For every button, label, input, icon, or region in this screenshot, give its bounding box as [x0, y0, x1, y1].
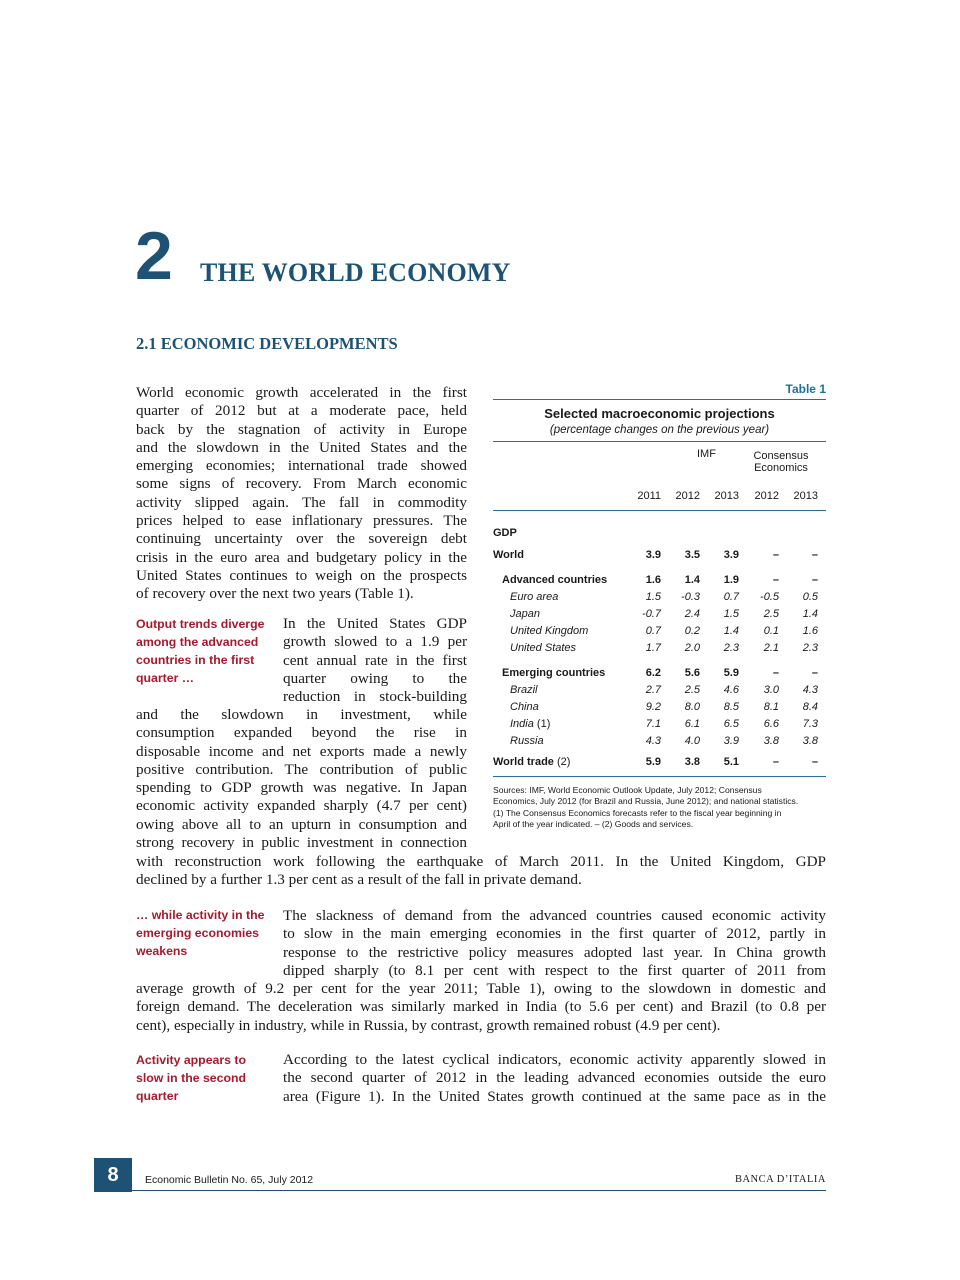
cell: 7.1: [645, 718, 661, 730]
text-line: cent), especially in industry, while in Russia, by contrast, growth remained robust (4.9 per cent).: [136, 1016, 721, 1034]
text-line: In the United States GDP: [283, 615, 467, 632]
paragraph-1: [136, 384, 467, 604]
cell: 0.1: [763, 625, 779, 637]
text-line: According to the latest cyclical indicators, economic activity apparently slowed in: [283, 1051, 826, 1068]
cell: –: [772, 574, 779, 586]
text-line: owing above all to an upturn in consumption and: [136, 815, 467, 833]
cell: 1.5: [645, 591, 661, 603]
margin-note-line: Activity appears to: [136, 1053, 247, 1067]
margin-note-line: emerging economies: [136, 926, 260, 940]
cell: 0.5: [802, 591, 818, 603]
table-row: [493, 642, 826, 667]
cell: 1.4: [802, 608, 818, 620]
text-line: response to the restrictive policy measures adopted last year. In China growth: [283, 943, 826, 961]
row-label: Advanced countries: [502, 574, 608, 586]
text-line: reduction in stock-building: [283, 688, 467, 706]
cell: 3.5: [684, 549, 700, 561]
table-row: [493, 625, 826, 642]
row-label-note: (1): [536, 718, 551, 730]
group-imf: IMF: [697, 448, 716, 460]
text-line: United States continues to weigh on the prospects: [136, 566, 467, 584]
cell: 2.4: [684, 608, 700, 620]
cell: –: [811, 667, 818, 679]
page-number: 8: [94, 1158, 132, 1192]
row-label: Brazil: [510, 684, 538, 696]
text-line: area (Figure 1). In the United States growth continued at the same pace as in the: [283, 1087, 826, 1105]
cell: 1.6: [645, 574, 661, 586]
margin-note-line: … while activity in the: [136, 908, 265, 922]
text-line: economic activity expanded sharply (4.7 per cent): [136, 797, 467, 815]
table-row: [493, 591, 826, 608]
cell: 3.8: [763, 735, 779, 747]
cell: 6.2: [645, 667, 661, 679]
text-line: dipped sharply (to 8.1 per cent with respect to the first quarter of 2011 from: [283, 961, 826, 979]
cell: –: [772, 756, 779, 768]
row-label: Japan: [510, 608, 540, 620]
text-line: the second quarter of 2012 in the leading advanced economies outside the euro: [283, 1069, 826, 1087]
cell: 4.3: [645, 735, 661, 747]
cell: 4.3: [802, 684, 818, 696]
table-group-header: [493, 442, 826, 486]
cell: -0.3: [681, 591, 700, 603]
table-notes: [493, 785, 826, 830]
cell: 6.6: [763, 718, 779, 730]
paragraph-2-indented: [283, 615, 467, 706]
margin-note-3: [136, 1051, 246, 1105]
cell: 7.3: [802, 718, 818, 730]
cell: 3.8: [684, 756, 700, 768]
footer-publication: Economic Bulletin No. 65, July 2012: [145, 1174, 314, 1186]
cell: 8.1: [763, 701, 779, 713]
margin-note-line: countries in the first: [136, 653, 255, 667]
text-line: quarter owing to the: [283, 669, 467, 687]
table-years-rule: [493, 510, 826, 511]
table-row: [493, 718, 826, 735]
cell: 9.2: [645, 701, 661, 713]
cell: –: [772, 667, 779, 679]
table-bottom-rule: [493, 776, 826, 777]
table-section-label: [493, 527, 826, 549]
cell: 6.1: [684, 718, 700, 730]
cell: 0.7: [645, 625, 661, 637]
cell: -0.7: [642, 608, 661, 620]
text-line: average growth of 9.2 per cent for the year 2011; Table 1), owing to the slowdown in domestic and: [136, 980, 826, 997]
margin-note-line: slow in the second: [136, 1071, 247, 1085]
cell: 1.4: [723, 625, 739, 637]
cell: 0.7: [723, 591, 739, 603]
cell: 5.1: [723, 756, 739, 768]
row-label: China: [510, 701, 539, 713]
margin-note-line: Output trends diverge: [136, 617, 265, 631]
paragraph-4-indented: [283, 1051, 826, 1106]
text-line: prices helped to ease inflationary pressures. The: [136, 512, 467, 530]
table-title: Selected macroeconomic projections: [544, 406, 775, 421]
cell: 4.6: [723, 684, 739, 696]
text-line: and the slowdown in the United States and the: [136, 438, 467, 456]
text-line: strong recovery in public investment in connection: [136, 834, 467, 852]
text-line: to slow in the main emerging economies in the first quarter of 2012, partly in: [283, 925, 826, 943]
cell: 6.5: [723, 718, 739, 730]
text-line: spending to GDP growth was negative. In Japan: [136, 779, 467, 797]
row-label: [493, 756, 570, 768]
text-line: growth slowed to a 1.9 per: [283, 633, 467, 651]
row-label: Euro area: [510, 591, 559, 603]
footer-rule: [132, 1190, 826, 1191]
footer-publisher: BANCA D’ITALIA: [734, 1174, 826, 1185]
row-label: Russia: [510, 735, 544, 747]
cell: 5.9: [645, 756, 661, 768]
margin-note-2: [136, 906, 264, 960]
table-note-line: Economics, July 2012 (for Brazil and Russia, June 2012); and national statistics.: [493, 796, 799, 807]
paragraph-3-indented: [283, 907, 826, 980]
cell: 1.6: [802, 625, 818, 637]
cell: 1.9: [723, 574, 739, 586]
margin-note-line: weakens: [136, 944, 188, 958]
row-label-note: (2): [556, 756, 571, 768]
text-line: quarter of 2012 but at a moderate pace, held: [136, 402, 467, 420]
chapter-title: THE WORLD ECONOMY: [200, 258, 511, 287]
cell: 3.9: [723, 735, 739, 747]
cell: 5.9: [723, 667, 739, 679]
margin-note-line: quarter …: [136, 671, 195, 685]
text-line: with reconstruction work following the earthquake of March 2011. In the United Kingdom, GDP: [136, 853, 826, 870]
text-line: some signs of recovery. From March economic: [136, 475, 467, 493]
year-header: 2011: [637, 490, 661, 502]
group-consensus-line: Economics: [754, 462, 808, 474]
text-line: consumption expanded beyond the rise in: [136, 724, 467, 742]
cell: 1.7: [645, 642, 661, 654]
row-label: United States: [510, 642, 577, 654]
row-label: Emerging countries: [502, 667, 606, 679]
cell: 2.0: [684, 642, 700, 654]
row-label-text: India: [510, 718, 534, 730]
paragraph-2-narrow: [136, 706, 467, 852]
cell: –: [811, 574, 818, 586]
cell: 1.4: [684, 574, 700, 586]
text-line: declined by a further 1.3 per cent as a result of the fall in private demand.: [136, 871, 582, 889]
paragraph-2-full: [136, 853, 826, 890]
text-line: continuing uncertainty over the sovereign debt: [136, 530, 467, 548]
cell: 8.0: [684, 701, 700, 713]
cell: 4.0: [684, 735, 700, 747]
row-label: [510, 718, 550, 730]
text-line: emerging economies; international trade showed: [136, 457, 467, 475]
margin-note-1: [136, 615, 264, 687]
margin-note-line: among the advanced: [136, 635, 259, 649]
cell: –: [811, 756, 818, 768]
text-line: crisis in the euro area and budgetary policy in the: [136, 548, 467, 566]
table-years-row: [493, 486, 826, 508]
year-header: 2013: [793, 490, 818, 502]
text-line: of recovery over the next two years (Table 1).: [136, 585, 414, 603]
text-line: and the slowdown in investment, while: [136, 706, 467, 723]
cell: 8.4: [802, 701, 818, 713]
text-line: positive contribution. The contribution of public: [136, 760, 467, 778]
chapter-number: 2: [135, 218, 173, 294]
table-note-line: April of the year indicated. – (2) Goods and services.: [493, 818, 694, 829]
cell: 2.3: [723, 642, 739, 654]
cell: 3.8: [802, 735, 818, 747]
table-note-line: (1) The Consensus Economics forecasts refer to the fiscal year beginning in: [493, 807, 782, 818]
text-line: foreign demand. The deceleration was similarly marked in India (to 5.6 per cent) and Brazil (to 0.8 per: [136, 998, 826, 1016]
cell: 3.9: [723, 549, 739, 561]
year-header: 2013: [714, 490, 739, 502]
paragraph-3-full: [136, 980, 826, 1035]
table-row: [493, 701, 826, 718]
table-row: [493, 574, 826, 591]
year-header: 2012: [675, 490, 700, 502]
cell: -0.5: [760, 591, 779, 603]
cell: 1.5: [723, 608, 739, 620]
cell: 2.7: [645, 684, 661, 696]
margin-note-line: quarter: [136, 1089, 179, 1103]
text-line: back by the stagnation of activity in Europe: [136, 420, 467, 438]
table-label: Table 1: [785, 382, 826, 396]
group-consensus: [746, 450, 816, 474]
cell: –: [772, 549, 779, 561]
cell: 3.9: [645, 549, 661, 561]
section-title: 2.1 ECONOMIC DEVELOPMENTS: [136, 334, 398, 353]
table-row: [493, 756, 826, 776]
table-1: [493, 382, 826, 830]
row-label: United Kingdom: [510, 625, 589, 637]
cell: 5.6: [684, 667, 700, 679]
cell: 2.3: [802, 642, 818, 654]
cell: 3.0: [763, 684, 779, 696]
cell: 2.5: [684, 684, 700, 696]
cell: 2.1: [763, 642, 779, 654]
table-row: [493, 735, 826, 756]
year-header: 2012: [754, 490, 779, 502]
group-consensus-line: Consensus: [753, 450, 809, 462]
text-line: The slackness of demand from the advanced countries caused economic activity: [283, 907, 826, 924]
table-row: [493, 608, 826, 625]
table-note-line: Sources: IMF, World Economic Outlook Update, July 2012; Consensus: [493, 785, 762, 795]
row-label: World: [493, 549, 524, 561]
section-label-text: GDP: [493, 527, 517, 539]
table-top-rule: [493, 399, 826, 400]
cell: 0.2: [684, 625, 700, 637]
table-row: [493, 667, 826, 684]
table-row: [493, 549, 826, 574]
table-row: [493, 684, 826, 701]
table-subtitle: (percentage changes on the previous year): [549, 424, 770, 436]
text-line: disposable income and net exports made a newly: [136, 742, 467, 760]
text-line: activity slipped again. The fall in commodity: [136, 493, 467, 511]
row-label-text: World trade: [493, 756, 554, 768]
cell: 2.5: [763, 608, 779, 620]
cell: 8.5: [723, 701, 739, 713]
text-line: World economic growth accelerated in the first: [136, 384, 467, 401]
cell: –: [811, 549, 818, 561]
text-line: cent annual rate in the first: [283, 651, 467, 669]
